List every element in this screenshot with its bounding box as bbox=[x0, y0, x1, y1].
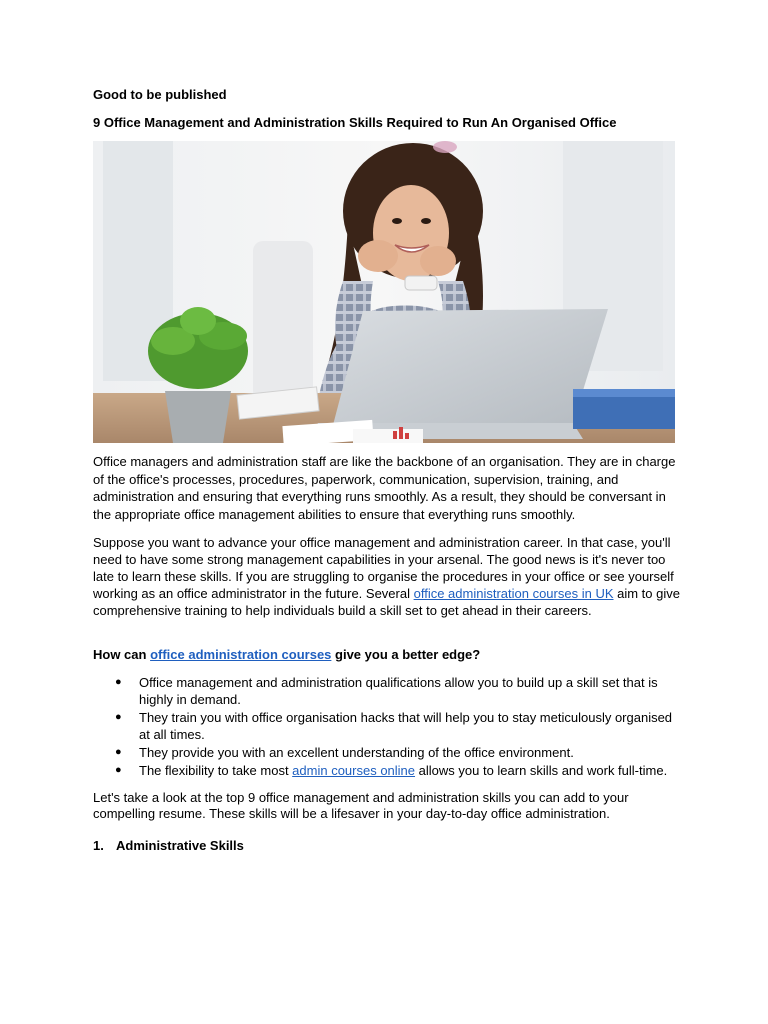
office-admin-courses-link[interactable]: office administration courses bbox=[150, 647, 332, 662]
office-photo bbox=[93, 141, 675, 443]
skill-heading-1 bbox=[93, 837, 683, 855]
document-page bbox=[93, 86, 683, 855]
admin-courses-online-link[interactable]: admin courses online bbox=[292, 763, 416, 778]
section-heading-text: How can bbox=[93, 647, 151, 662]
bullet-icon: ● bbox=[115, 711, 122, 723]
list-item bbox=[93, 709, 683, 743]
career-paragraph-text-end: aim to give comprehensive training to help individuals build a skill set to get ahead in their careers. bbox=[93, 586, 680, 618]
skill-label: Administrative Skills bbox=[116, 838, 244, 853]
list-item bbox=[93, 674, 683, 708]
publish-status: Good to be published bbox=[93, 87, 227, 102]
skills-intro-paragraph: Let's take a look at the top 9 office management and administration skills you can add to your compelling resume. These skills will be a lifesaver in your day-to-day office administration. bbox=[93, 790, 629, 821]
skill-number: 1. bbox=[93, 838, 104, 853]
list-item-text: They train you with office organisation hacks that will help you to stay meticulously organised at all times. bbox=[139, 710, 673, 742]
list-item-text-end: allows you to learn skills and work full-time. bbox=[415, 763, 668, 778]
section-heading bbox=[93, 646, 683, 664]
list-item-text: They provide you with an excellent understanding of the office environment. bbox=[139, 745, 574, 760]
section-heading-text-end: give you a better edge? bbox=[331, 647, 481, 662]
office-admin-courses-uk-link[interactable]: office administration courses in UK bbox=[413, 586, 614, 601]
benefits-list bbox=[93, 674, 683, 779]
bullet-icon: ● bbox=[115, 764, 122, 776]
career-paragraph bbox=[93, 534, 683, 619]
bullet-icon: ● bbox=[115, 676, 122, 688]
list-item bbox=[93, 744, 683, 761]
intro-paragraph: Office managers and administration staff are like the backbone of an organisation. They are in charge of the office's processes, procedures, paperwork, communication, supervision, training, and administration and ensuring that everything runs smoothly. As a result, they should be conversant in the appropriate office management abilities to ensure that everything runs smoothly. bbox=[93, 454, 676, 522]
list-item-text: Office management and administration qualifications allow you to build up a skill set that is highly in demand. bbox=[139, 675, 658, 707]
career-paragraph-text: Suppose you want to advance your office management and administration career. In that case, you'll need to have some strong management capabilities in your arsenal. The good news is it's never too late to learn these skills. If you are struggling to organise the procedures in your office or see yourself working as an office administrator in the future. Several bbox=[93, 535, 674, 601]
list-item bbox=[93, 762, 683, 779]
list-item-text: The flexibility to take most bbox=[139, 763, 293, 778]
bullet-icon: ● bbox=[115, 746, 122, 758]
article-title: 9 Office Management and Administration Skills Required to Run An Organised Office bbox=[93, 115, 617, 130]
